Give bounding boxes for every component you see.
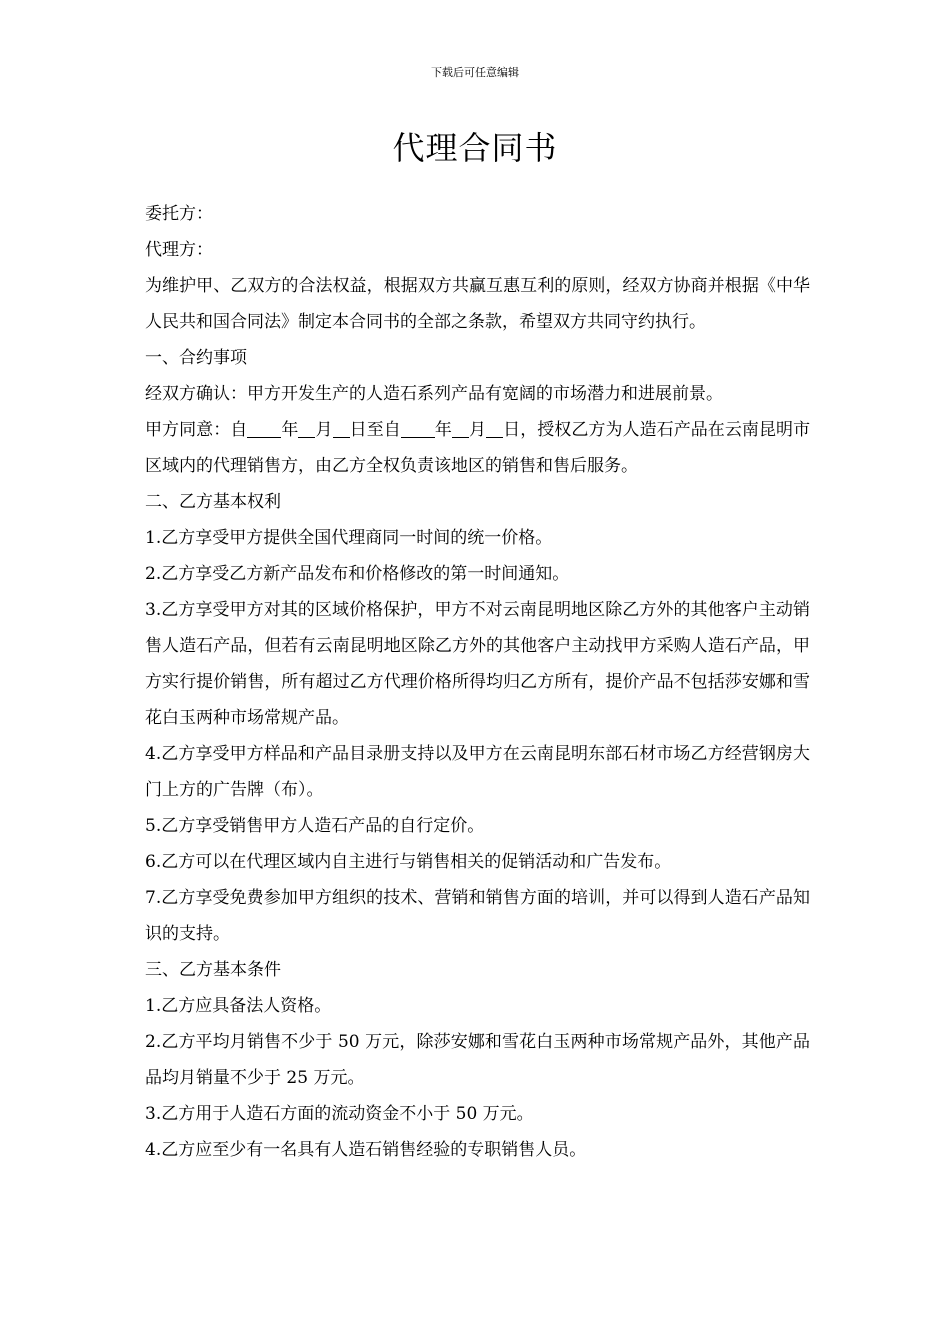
section-heading-agent-rights: 二、乙方基本权利 bbox=[145, 492, 281, 512]
rights-item-2: 2.乙方享受乙方新产品发布和价格修改的第一时间通知。 bbox=[145, 564, 570, 584]
rights-item-5: 5.乙方享受销售甲方人造石产品的自行定价。 bbox=[145, 816, 485, 836]
section-heading-contract-terms: 一、合约事项 bbox=[145, 348, 247, 368]
end-day-blank bbox=[486, 420, 503, 438]
month-label-2: 月 bbox=[468, 420, 487, 440]
document-title: 代理合同书 bbox=[392, 129, 558, 167]
rights-item-6: 6.乙方可以在代理区域内自主进行与销售相关的促销活动和广告发布。 bbox=[145, 852, 672, 872]
end-year-blank bbox=[401, 420, 435, 438]
rights-item-7: 7.乙方享受免费参加甲方组织的技术、营销和销售方面的培训，并可以得到人造石产品知识的支持。 bbox=[145, 888, 810, 944]
rights-item-3: 3.乙方享受甲方对其的区域价格保护，甲方不对云南昆明地区除乙方外的其他客户主动销售人造石产品，但若有云南昆明地区除乙方外的其他客户主动找甲方采购人造石产品，甲方实行提价销售，所有超过乙方代理价格所得均归乙方所有，提价产品不包括莎安娜和雪花白玉两种市场常规产品。 bbox=[145, 600, 810, 728]
rights-item-1: 1.乙方享受甲方提供全国代理商同一时间的统一价格。 bbox=[145, 528, 553, 548]
contract-body bbox=[145, 196, 810, 1168]
month-label: 月 bbox=[315, 420, 333, 440]
conditions-item-3: 3.乙方用于人造石方面的流动资金不小于 50 万元。 bbox=[145, 1104, 534, 1124]
preamble-paragraph: 为维护甲、乙双方的合法权益，根据双方共赢互惠互利的原则，经双方协商并根据《中华人民共和国合同法》制定本合同书的全部之条款，希望双方共同守约执行。 bbox=[145, 276, 810, 332]
conditions-item-4: 4.乙方应至少有一名具有人造石销售经验的专职销售人员。 bbox=[145, 1140, 587, 1160]
end-month-blank bbox=[452, 420, 469, 438]
section-heading-agent-conditions: 三、乙方基本条件 bbox=[145, 960, 281, 980]
authorization-text-start: 甲方同意：自 bbox=[145, 420, 248, 440]
start-month-blank bbox=[298, 420, 315, 438]
year-label-2: 年 bbox=[434, 420, 452, 440]
authorization-paragraph bbox=[145, 412, 810, 484]
year-label: 年 bbox=[281, 420, 299, 440]
day-to-label: 日至自 bbox=[349, 420, 401, 440]
start-year-blank bbox=[247, 420, 281, 438]
rights-item-4: 4.乙方享受甲方样品和产品目录册支持以及甲方在云南昆明东部石材市场乙方经营钢房大门上方的广告牌（布）。 bbox=[145, 744, 810, 800]
principal-line: 委托方： bbox=[145, 204, 213, 224]
authorization-text-end: 日，授权乙方为人造石产品在云南昆明市区域内的代理销售方，由乙方全权负责该地区的销售和售后服务。 bbox=[145, 420, 811, 476]
agent-line: 代理方： bbox=[145, 240, 213, 260]
confirmation-paragraph: 经双方确认：甲方开发生产的人造石系列产品有宽阔的市场潜力和进展前景。 bbox=[145, 384, 723, 404]
start-day-blank bbox=[333, 420, 350, 438]
conditions-item-2: 2.乙方平均月销售不少于 50 万元，除莎安娜和雪花白玉两种市场常规产品外，其他产品品均月销量不少于 25 万元。 bbox=[145, 1032, 810, 1088]
header-note: 下载后可任意编辑 bbox=[431, 66, 519, 79]
conditions-item-1: 1.乙方应具备法人资格。 bbox=[145, 996, 332, 1016]
